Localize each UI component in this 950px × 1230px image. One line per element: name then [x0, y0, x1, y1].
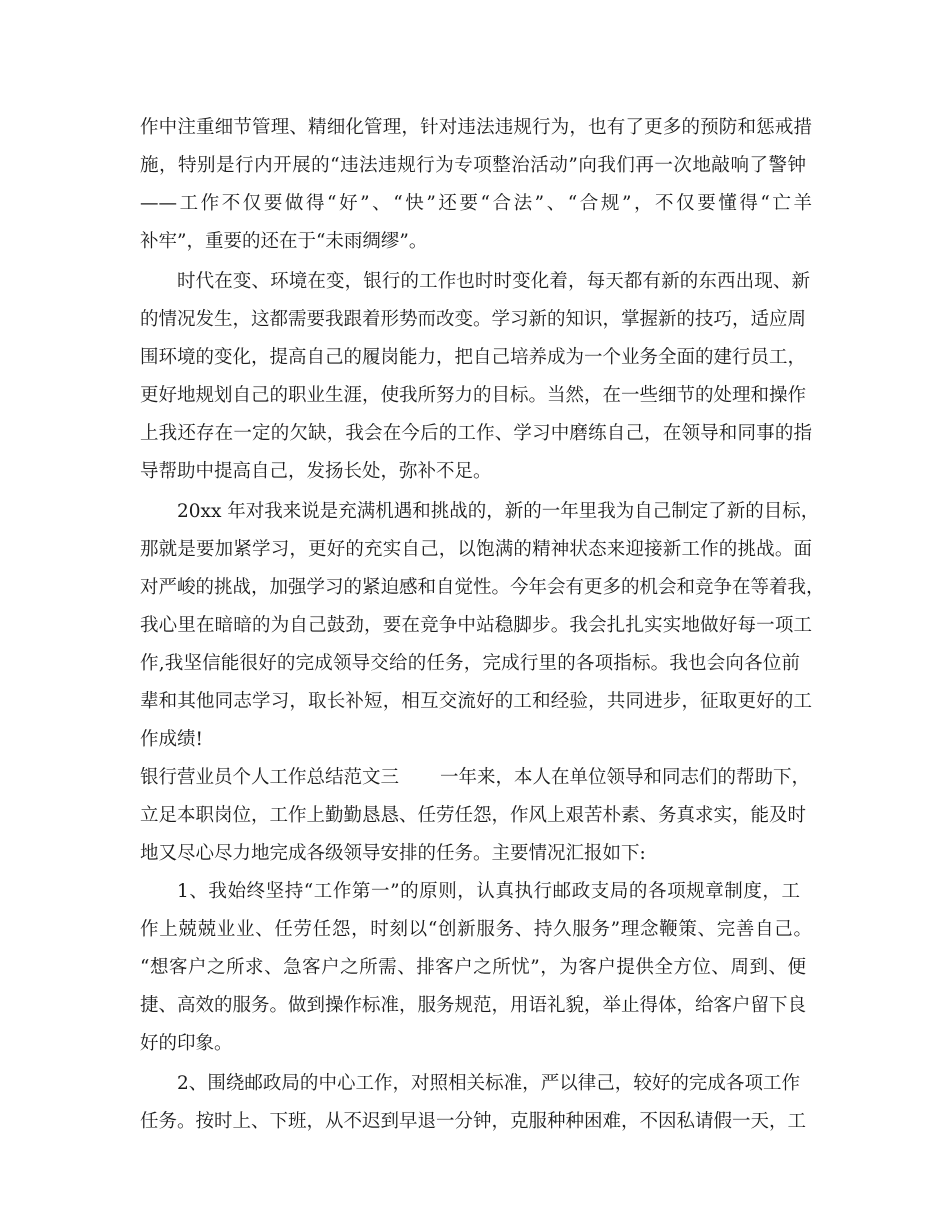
text-line: 作成绩!: [140, 729, 203, 750]
section-title: 银行营业员个人工作总结范文三: [140, 767, 400, 788]
section-heading-line: [140, 764, 811, 792]
text-line: 1、我始终坚持“工作第一”的原则，认真执行邮政支局的各项规章制度，工: [177, 881, 800, 902]
text-line: 地又尽心尽力地完成各级领导安排的任务。主要情况汇报如下:: [140, 843, 646, 864]
text-line: 上我还存在一定的欠缺，我会在今后的工作、学习中磨练自己，在领导和同事的指: [140, 423, 812, 444]
text-line: “想客户之所求、急客户之所需、排客户之所忧”，为客户提供全方位、周到、便: [140, 957, 806, 978]
text-line: 任务。按时上、下班，从不迟到早退一分钟，克服种种困难，不因私请假一天，工: [140, 1111, 807, 1132]
text-line: 我心里在暗暗的为自己鼓劲，要在竞争中站稳脚步。我会扎扎实实地做好每一项工: [140, 615, 812, 636]
text-line: 辈和其他同志学习，取长补短，相互交流好的工和经验，共同进步，征取更好的工: [140, 691, 812, 712]
text-line: 对严峻的挑战，加强学习的紧迫感和自觉性。今年会有更多的机会和竞争在等着我，: [140, 577, 825, 598]
text-line: ——工作不仅要做得“好”、“快”还要“合法”、“合规”，不仅要懂得“亡羊: [140, 193, 812, 214]
text-line: 作,我坚信能很好的完成领导交给的任务，完成行里的各项指标。我也会向各位前: [140, 653, 800, 674]
text-line: 补牢”，重要的还在于“未雨绸缪”。: [140, 231, 428, 252]
text-line: 捷、高效的服务。做到操作标准，服务规范，用语礼貌，举止得体，给客户留下良: [140, 995, 807, 1016]
text-line: 立足本职岗位，工作上勤勤恳恳、任劳任怨，作风上艰苦朴素、务真求实，能及时: [140, 805, 807, 826]
text-line: 20xx 年对我来说是充满机遇和挑战的，新的一年里我为自己制定了新的目标，: [177, 501, 820, 522]
text-line: 更好地规划自己的职业生涯，使我所努力的目标。当然，在一些细节的处理和操作: [140, 385, 807, 406]
text-line: 施，特别是行内开展的“违法违规行为专项整治活动”向我们再一次地敲响了警钟: [140, 155, 806, 176]
text-line: 2、围绕邮政局的中心工作，对照相关标准，严以律己，较好的完成各项工作: [177, 1073, 800, 1094]
text-line: 那就是要加紧学习，更好的充实自己，以饱满的精神状态来迎接新工作的挑战。面: [140, 539, 812, 560]
text-line: 作上兢兢业业、任劳任怨，时刻以“创新服务、持久服务”理念鞭策、完善自己。: [140, 919, 812, 940]
text-line: 作中注重细节管理、精细化管理，针对违法违规行为，也有了更多的预防和惩戒措: [140, 117, 812, 138]
text-line: 围环境的变化，提高自己的履岗能力，把自己培养成为一个业务全面的建行员工，: [140, 347, 807, 368]
text-line: 好的印象。: [140, 1033, 233, 1054]
text-line: 一年来，本人在单位领导和同志们的帮助下，: [440, 767, 811, 788]
text-line: 时代在变、环境在变，银行的工作也时时变化着，每天都有新的东西出现、新: [177, 271, 810, 292]
text-line: 的情况发生，这都需要我跟着形势而改变。学习新的知识，掌握新的技巧，适应周: [140, 309, 807, 330]
text-line: 导帮助中提高自己，发扬长处，弥补不足。: [140, 461, 492, 482]
